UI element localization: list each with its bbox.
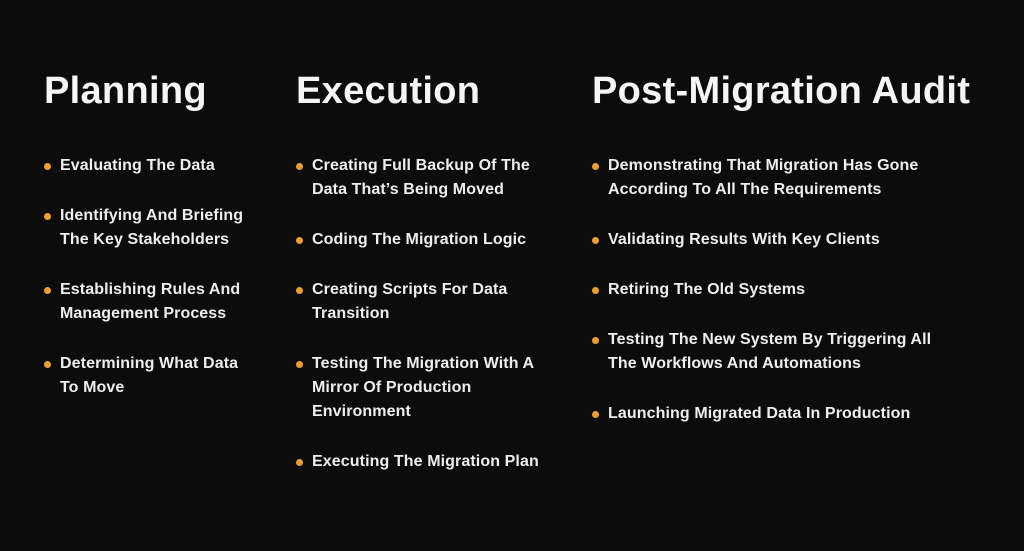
list-item-text: Launching Migrated Data In Production: [608, 404, 911, 422]
list-item-text: Testing The New System By Triggering All The Workflows And Automations: [608, 330, 932, 372]
bullet-icon: [44, 287, 51, 294]
bullet-icon: [44, 163, 51, 170]
bullet-icon: [296, 459, 303, 466]
list-item: [44, 352, 296, 400]
list-item: [592, 402, 996, 426]
bullet-icon: [592, 163, 599, 170]
column-execution: [296, 68, 592, 551]
bullet-icon: [592, 411, 599, 418]
list-item-text: Coding The Migration Logic: [312, 230, 527, 248]
bullet-icon: [592, 287, 599, 294]
list-item: [592, 154, 996, 202]
list-item-text: Establishing Rules And Management Process: [60, 280, 241, 322]
list-item-text: Identifying And Briefing The Key Stakeholders: [60, 206, 244, 248]
column-title-post-migration-audit: Post-Migration Audit: [592, 70, 971, 112]
list-item-text: Evaluating The Data: [60, 156, 215, 174]
bullet-icon: [592, 337, 599, 344]
column-planning: [44, 68, 296, 551]
bullet-icon: [44, 361, 51, 368]
bullet-icon: [296, 287, 303, 294]
column-post-migration-audit: [592, 68, 996, 551]
list-item: [592, 328, 996, 376]
list-item: [592, 278, 996, 302]
list-item-text: Validating Results With Key Clients: [608, 230, 880, 248]
list-item: [296, 278, 592, 326]
list-item: [44, 154, 296, 178]
list-item: [296, 228, 592, 252]
list-item-text: Testing The Migration With A Mirror Of Production Environment: [312, 354, 534, 420]
list-item: [296, 352, 592, 424]
list-item-text: Determining What Data To Move: [60, 354, 239, 396]
bullet-icon: [296, 237, 303, 244]
list-item-text: Creating Full Backup Of The Data That’s Being Moved: [312, 156, 530, 198]
bullet-icon: [592, 237, 599, 244]
list-item: [592, 228, 996, 252]
list-item: [296, 450, 592, 474]
list-item-text: Creating Scripts For Data Transition: [312, 280, 508, 322]
bullet-icon: [296, 163, 303, 170]
list-item: [44, 278, 296, 326]
column-title-execution: Execution: [296, 70, 481, 112]
bullet-icon: [44, 213, 51, 220]
list-item: [44, 204, 296, 252]
list-item-text: Demonstrating That Migration Has Gone According To All The Requirements: [608, 156, 919, 198]
list-item-text: Retiring The Old Systems: [608, 280, 806, 298]
list-item: [296, 154, 592, 202]
bullet-icon: [296, 361, 303, 368]
post-migration-audit-list: [592, 154, 996, 426]
list-item-text: Executing The Migration Plan: [312, 452, 539, 470]
execution-list: [296, 154, 592, 474]
column-title-planning: Planning: [44, 70, 207, 112]
planning-list: [44, 154, 296, 400]
